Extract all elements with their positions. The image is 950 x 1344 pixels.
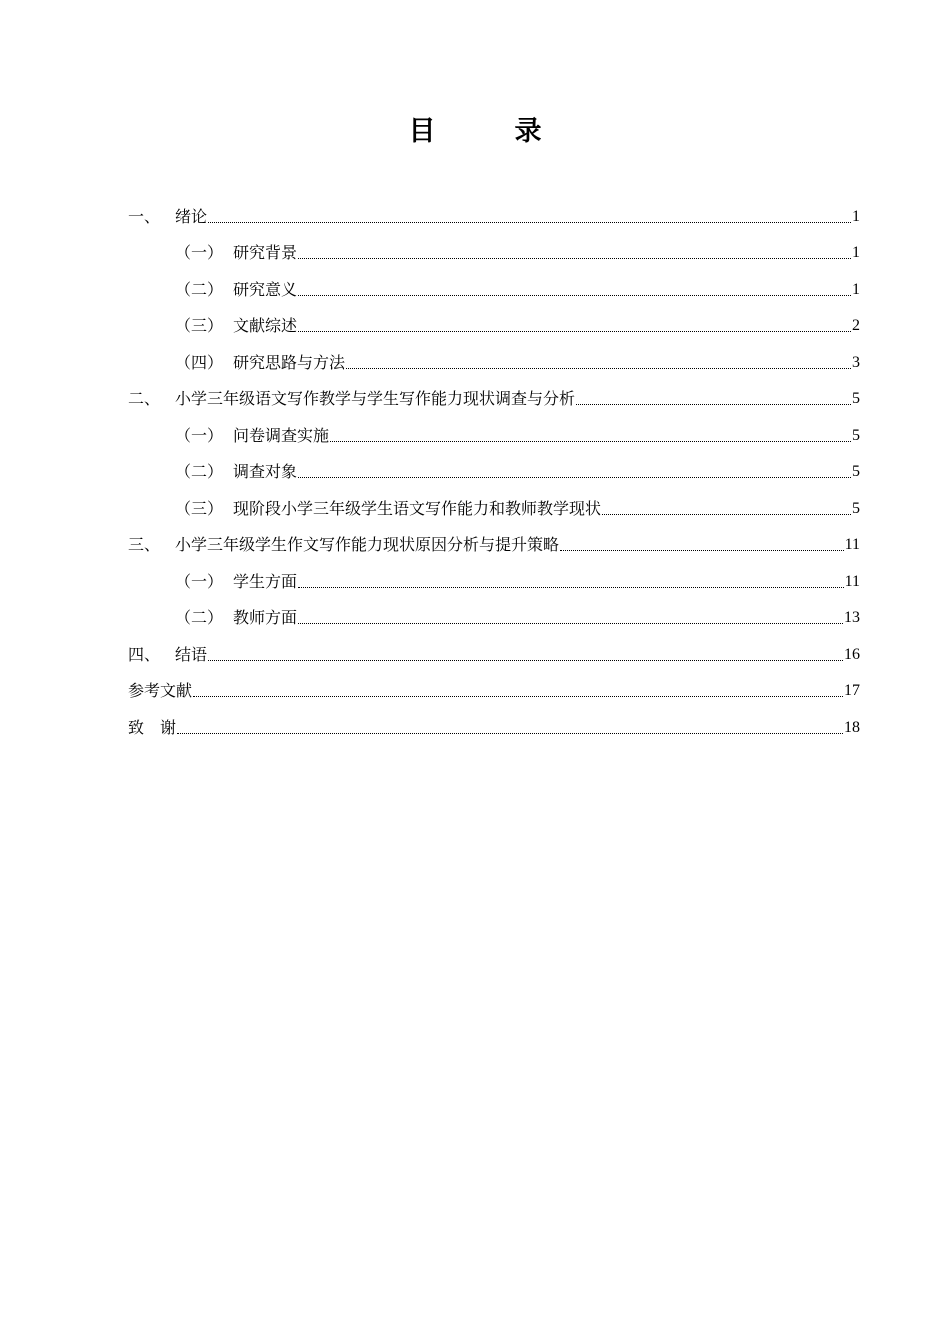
toc-entry[interactable] [128,343,860,380]
toc-entry[interactable] [128,708,860,745]
toc-entry-label: 学生方面 [233,571,298,591]
dot-leader [298,623,843,624]
toc-entry-label: 研究背景 [233,243,298,262]
toc-entry[interactable] [128,197,860,234]
dot-leader [602,514,851,515]
dot-leader [298,477,851,478]
toc-entry-number: 二、 [128,389,161,408]
toc-entry-label: 现阶段小学三年级学生语文写作能力和教师教学现状 [233,498,602,518]
toc-entry-label: 教师方面 [233,608,298,627]
dot-leader [576,404,851,405]
toc-entry-label: 小学三年级语文写作教学与学生写作能力现状调查与分析 [175,389,576,408]
toc-entry[interactable] [128,453,860,490]
toc-entry-page: 2 [852,317,860,334]
toc-entry[interactable] [128,270,860,307]
toc-entry-page: 11 [844,572,860,590]
toc-entry-label: 调查对象 [233,462,298,481]
toc-title: 目 录 [408,116,568,147]
toc-entry-label: 参考文献 [128,681,193,700]
toc-entry[interactable] [128,672,860,709]
toc-entry-number: （一） [175,243,224,262]
toc-entry-page: 13 [844,609,860,626]
toc-entry-label: 绪论 [175,206,208,226]
toc-entry-page: 11 [844,536,860,553]
toc-entry-page: 1 [852,207,860,225]
toc-entry-number: （四） [175,352,224,372]
toc-entry[interactable] [128,307,860,344]
toc-entry-number: （二） [175,279,224,299]
toc-entry-page: 16 [844,645,860,663]
toc-entry-number: （二） [175,462,224,481]
toc-entry-page: 1 [852,244,860,261]
toc-entry[interactable] [128,234,860,271]
dot-leader [298,587,844,588]
toc-entry-number: 一、 [128,206,161,226]
toc-entry[interactable] [128,635,860,672]
dot-leader [560,550,844,551]
toc-entry-page: 1 [852,280,860,298]
dot-leader [298,295,851,296]
toc-entry-label: 问卷调查实施 [233,425,330,445]
toc-entry-number: 四、 [128,644,161,664]
dot-leader [208,222,851,223]
toc-entry-page: 5 [852,463,860,480]
toc-entry[interactable] [128,526,860,563]
dot-leader [330,441,851,442]
dot-leader [298,331,851,332]
toc-entry-page: 5 [852,426,860,444]
dot-leader [177,733,843,734]
dot-leader [193,696,843,697]
toc-entry-number: （二） [175,608,224,627]
toc-entry[interactable] [128,416,860,453]
toc-entry[interactable] [128,599,860,636]
toc-entry-page: 5 [852,499,860,517]
dot-leader [346,368,851,369]
toc-entry-label: 研究意义 [233,279,298,299]
toc-entry-number: （一） [175,571,224,591]
toc-entry-number: （三） [175,316,224,335]
toc-entry[interactable] [128,380,860,417]
dot-leader [298,258,851,259]
toc-entry-number: 三、 [128,535,161,554]
toc-entry[interactable] [128,562,860,599]
toc-entry-label: 结语 [175,644,208,664]
toc-entry-page: 5 [852,390,860,407]
toc-entry[interactable] [128,489,860,526]
toc-entry-number: （一） [175,425,224,445]
toc-entry-label: 致 谢 [128,717,177,737]
toc-entry-page: 18 [844,718,860,736]
toc-entry-label: 研究思路与方法 [233,352,346,372]
toc-entry-page: 17 [844,682,860,699]
toc-entry-number: （三） [175,498,224,518]
toc-entry-label: 小学三年级学生作文写作能力现状原因分析与提升策略 [175,535,560,554]
table-of-contents [128,197,860,745]
dot-leader [208,660,843,661]
toc-entry-page: 3 [852,353,860,371]
toc-entry-label: 文献综述 [233,316,298,335]
